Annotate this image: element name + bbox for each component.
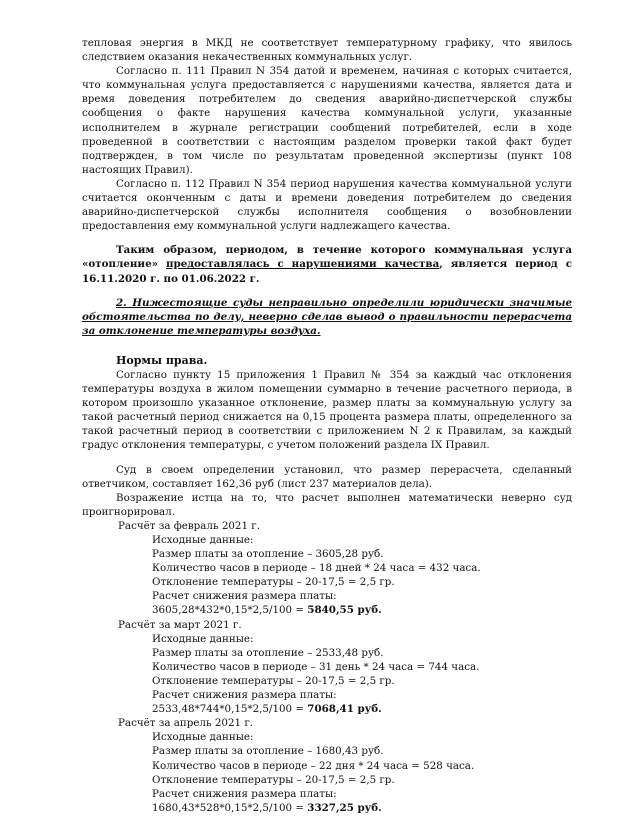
section-2-heading: 2. Нижестоящие суды неправильно определили юридически значимые обстоятельства по делу, неверно сделав вывод о правильности перерасчета за отклонение температуры воздуха. [82,296,572,337]
calc-hours: Количество часов в периоде – 22 дня * 24 часа = 528 часа. [152,759,475,772]
calc-hours: Количество часов в периоде – 18 дней * 24 часа = 432 часа. [152,562,481,575]
calc-payment: Размер платы за отопление – 3605,28 руб. [152,548,384,561]
calc-formula-line [82,603,572,617]
calc-reduction-label: Расчет снижения размера платы: [152,590,337,603]
paragraph-rule-111: Согласно п. 111 Правил N 354 датой и временем, начиная с которых считается, что коммунальная услуга предоставляется с нарушениями качества, является дата и время доведения потребителем до сведения аварийно-диспетчерской службы сообщения о факте нарушения качества коммунальной услуги, указанные исполнителем в журнале регистрации сообщений потребителей, если в ходе проведенной в соответствии с настоящим разделом проверки такой факт будет подтвержден, в том числе по результатам проведенной экспертизы (пункт 108 настоящих Правил). [82,65,572,176]
calc-formula-line [82,702,572,716]
calc-hours: Количество часов в периоде – 31 день * 24 часа = 744 часа. [152,660,480,673]
spacer [82,338,572,348]
calc-result: 3327,25 руб. [307,801,382,814]
norms-heading: Нормы права. [116,353,208,367]
calc-february [82,519,572,618]
calc-title: Расчёт за апрель 2021 г. [118,717,253,730]
spacer [82,233,572,243]
paragraph-norms: Согласно пункту 15 приложения 1 Правил № 354 за каждый час отклонения температуры воздуха в жилом помещении суммарно в течение расчетного периода, в котором произошло указанное отклонение, размер платы за коммунальную услугу за такой расчетный период снижается на 0,15 процента размера платы, определенного за такой расчетный период в соответствии с приложением N 2 к Правилам, за каждый градус отклонения температуры, с учетом положений раздела IX Правил. [82,368,572,452]
calc-reduction-label: Расчет снижения размера платы: [152,787,337,800]
paragraph-intro: тепловая энергия в МКД не соответствует температурному графику, что явилось следствием оказания некачественных коммунальных услуг. [82,37,572,64]
paragraph-rule-112: Согласно п. 112 Правил N 354 период нарушения качества коммунальной услуги считается оконченным с даты и времени доведения потребителем до сведения аварийно-диспетчерской службы исполнителя сообщения о возобновлении предоставления ему коммунальной услуги надлежащего качества. [82,177,572,233]
calc-deviation: Отклонение температуры – 20-17,5 = 2,5 гр. [152,576,395,589]
calc-formula: 2533,48*744*0,15*2,5/100 = [152,703,308,716]
calc-reduction-label: Расчет снижения размера платы: [152,689,337,702]
document-page [82,36,572,815]
calc-result: 5840,55 руб. [307,604,382,617]
calc-formula: 3605,28*432*0,15*2,5/100 = [152,604,308,617]
calc-initial: Исходные данные: [152,731,254,744]
spacer [82,286,572,296]
spacer [82,453,572,463]
paragraph-court: Суд в своем определении установил, что размер перерасчета, сделанный ответчиком, составляет 162,36 руб (лист 237 материалов дела). [82,463,572,490]
conclusion-part2: предоставлялась с нарушениями качества [166,258,440,271]
calc-deviation: Отклонение температуры – 20-17,5 = 2,5 гр. [152,773,395,786]
calc-deviation: Отклонение температуры – 20-17,5 = 2,5 гр. [152,674,395,687]
paragraph-conclusion [82,243,572,285]
calc-result: 7068,41 руб. [307,703,382,716]
calc-title: Расчёт за март 2021 г. [118,618,242,631]
conclusion-part3: , является период с 16.11.2020 г. по 01.06.2022 г. [82,258,572,285]
calc-initial: Исходные данные: [152,534,254,546]
calc-formula-line [82,801,572,815]
calc-march [82,618,572,717]
conclusion-part1: Таким образом, периодом, в течение которого коммунальная услуга «отопление» [82,244,572,271]
paragraph-objection: Возражение истца на то, что расчет выполнен математически неверно суд проигнорировал. [82,491,572,518]
calc-initial: Исходные данные: [152,632,254,645]
calc-payment: Размер платы за отопление – 1680,43 руб. [152,745,384,758]
calc-april [82,716,572,815]
calc-formula: 1680,43*528*0,15*2,5/100 = [152,801,308,814]
calc-payment: Размер платы за отопление – 2533,48 руб. [152,646,384,659]
calc-title: Расчёт за февраль 2021 г. [118,519,260,532]
